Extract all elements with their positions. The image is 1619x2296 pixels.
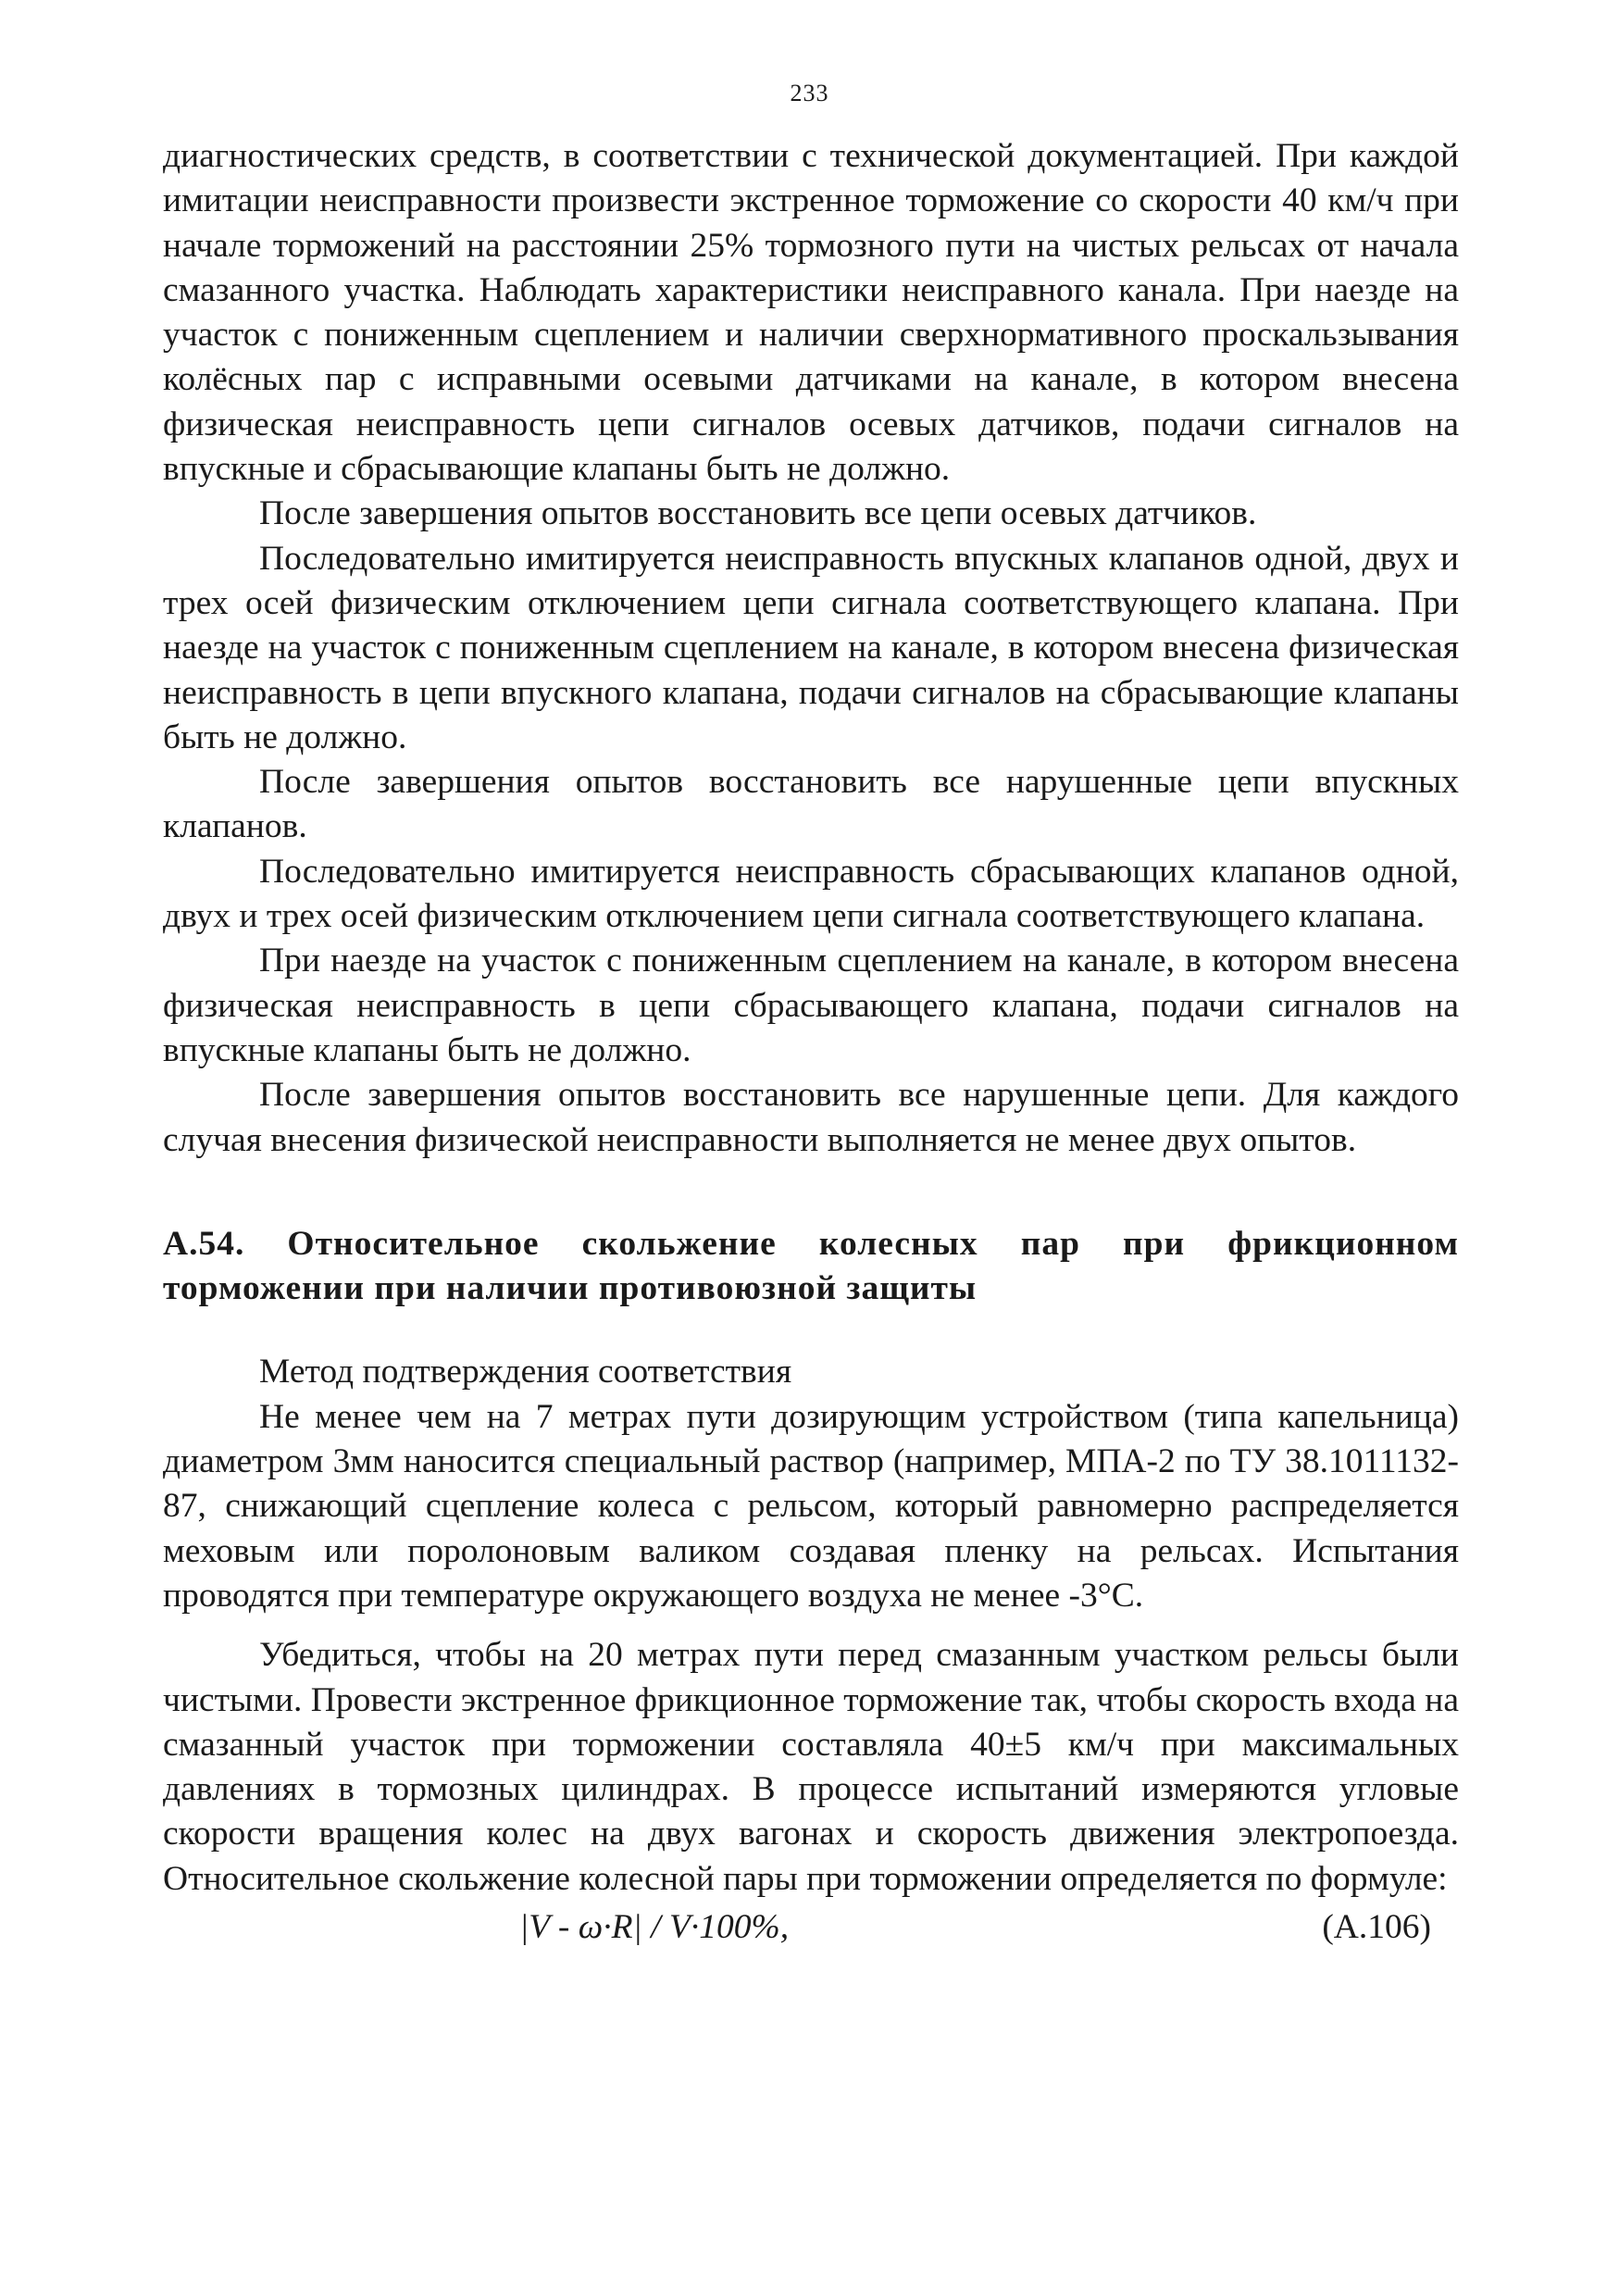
page-content <box>163 134 1459 1953</box>
paragraph-release-valve-check: При наезде на участок с пониженным сцеплением на канале, в котором внесена физическая неисправность в цепи сбрасывающего клапана, подачи сигналов на впускные клапаны быть не должно. <box>163 942 1459 1069</box>
paragraph-release-valves-fault: Последовательно имитируется неисправность сбрасывающих клапанов одной, двух и трех осей физическим отключением цепи сигнала соответствующего клапана. <box>163 852 1459 936</box>
paragraph-restore-axle-sensors: После завершения опытов восстановить все цепи осевых датчиков. <box>259 494 1257 533</box>
paragraph-continuation: диагностических средств, в соответствии с технической документацией. При каждой имитации неисправности произвести экстренное торможение со скорости 40 км/ч при начале торможений на расстоянии 25% тормозного пути на чистых рельсах от начала смазанного участка. Наблюдать характеристики неисправного канала. При наезде на участок с пониженным сцеплением и наличии сверхнормативного проскальзывания колёсных пар с исправными осевыми датчиками на канале, в котором внесена физическая неисправность цепи сигналов осевых датчиков, подачи сигналов на впускные и сбрасывающие клапаны быть не должно. <box>163 137 1459 489</box>
paragraph-restore-circuits: После завершения опытов восстановить все нарушенные цепи. Для каждого случая внесения физической неисправности выполняется не менее двух опытов. <box>163 1076 1459 1159</box>
paragraph-inlet-valves-fault: Последовательно имитируется неисправность впускных клапанов одной, двух и трех осей физическим отключением цепи сигнала соответствующего клапана. При наезде на участок с пониженным сцеплением на канале, в котором внесена физическая неисправность в цепи впускного клапана, подачи сигналов на сбрасывающие клапаны быть не должно. <box>163 539 1459 756</box>
formula-number: (А.106) <box>1322 1907 1431 1946</box>
section-heading: А.54. Относительное скольжение колесных пар при фрикционном торможении при наличии противоюзной защиты <box>163 1224 1459 1308</box>
paragraph-braking-test: Убедиться, чтобы на 20 метрах пути перед смазанным участком рельсы были чистыми. Провести экстренное фрикционное торможение так, чтобы скорость входа на смазанный участок при торможении составляла 40±5 км/ч при максимальных давлениях в тормозных цилиндрах. В процессе испытаний измеряются угловые скорости вращения колес на двух вагонах и скорость движения электропоезда. Относительное скольжение колесной пары при торможении определяется по формуле: <box>163 1636 1459 1898</box>
paragraph-solution-application: Не менее чем на 7 метрах пути дозирующим устройством (типа капельница) диаметром 3мм наносится специальный раствор (например, МПА-2 по ТУ 38.1011132-87, снижающий сцепление колеса с рельсом, который равномерно распределяется меховым или поролоновым валиком создавая пленку на рельсах. Испытания проводятся при температуре окружающего воздуха не менее -3°С. <box>163 1397 1459 1615</box>
method-label: Метод подтверждения соответствия <box>259 1353 792 1391</box>
formula-row <box>163 1902 1459 1953</box>
slip-formula: |V - ω·R| / V·100%, <box>519 1907 790 1946</box>
page-number: 233 <box>790 80 829 106</box>
paragraph-restore-inlet-valves: После завершения опытов восстановить все нарушенные цепи впускных клапанов. <box>163 763 1459 846</box>
